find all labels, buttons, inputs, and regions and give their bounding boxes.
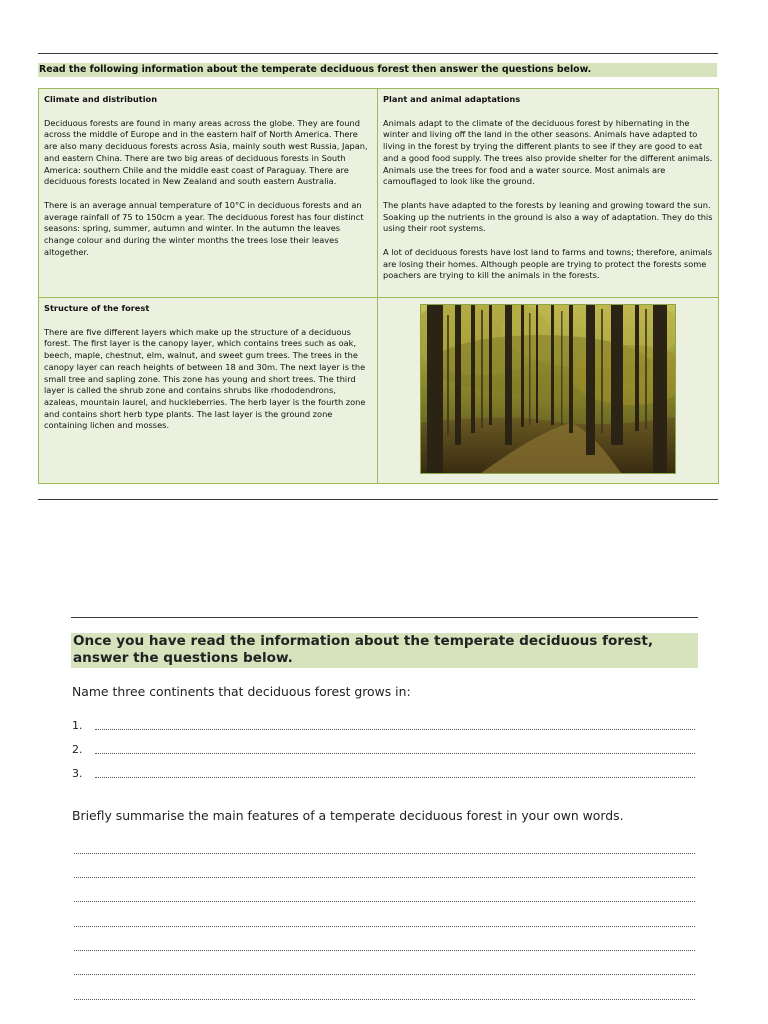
climate-heading: Climate and distribution <box>44 94 158 104</box>
climate-paragraph-2: There is an average annual temperature of 10°C in deciduous forests and an average rainfall of 75 to 150cm a year. The deciduous forest has four distinct seasons: spring, summer, autumn and winter. In the autumn the leaves change colour and during the winter months the trees lose their leaves altogether. <box>44 199 364 257</box>
summary-line-4[interactable] <box>74 926 695 927</box>
summary-line-5[interactable] <box>74 950 695 951</box>
section1-bottom-rule <box>38 499 718 500</box>
climate-paragraph-1: Deciduous forests are found in many areas across the globe. They are found across the middle of Europe and in the eastern half of North America. There are also many deciduous forests across Asia, mainly south west Russia, Japan, and eastern China. There are two big areas of deciduous forests in South America: southern Chile and the middle east coast of Paraguay. There are deciduous forests located in New Zealand and south eastern Australia. <box>44 117 368 187</box>
instructions-banner: Read the following information about the temperate deciduous forest then answer the questions below. <box>38 63 717 77</box>
photo-cell <box>378 298 719 484</box>
question-1: Name three continents that deciduous forest grows in: <box>72 684 411 699</box>
answer-label-3: 3. <box>72 767 83 780</box>
climate-cell <box>39 89 378 298</box>
answer-line-3[interactable] <box>95 777 695 778</box>
question-2: Briefly summarise the main features of a temperate deciduous forest in your own words. <box>72 808 624 823</box>
adaptations-heading: Plant and animal adaptations <box>383 94 521 104</box>
structure-heading: Structure of the forest <box>44 303 150 313</box>
answer-line-1[interactable] <box>95 729 695 730</box>
questions-banner: Once you have read the information about the temperate deciduous forest, answer the questions below. <box>71 633 698 668</box>
structure-cell <box>39 298 378 484</box>
forest-photo <box>420 304 676 474</box>
answer-label-2: 2. <box>72 743 83 756</box>
answer-line-2[interactable] <box>95 753 695 754</box>
section2-top-rule <box>71 617 698 618</box>
summary-line-1[interactable] <box>74 853 695 854</box>
summary-line-6[interactable] <box>74 974 695 975</box>
adaptations-paragraph-1: Animals adapt to the climate of the deciduous forest by hibernating in the winter and living off the land in the other seasons. Animals have adapted to living in the forest by trying the different plants to see if they are good to eat and a good food supply. The trees also provide shelter for the different animals. Animals use the trees for food and a water source. Most animals are camouflaged to look like the ground. <box>383 117 713 187</box>
summary-line-7[interactable] <box>74 999 695 1000</box>
summary-line-3[interactable] <box>74 901 695 902</box>
answer-label-1: 1. <box>72 719 83 732</box>
adaptations-cell <box>378 89 719 298</box>
adaptations-paragraph-2: The plants have adapted to the forests by leaning and growing toward the sun. Soaking up the nutrients in the ground is also a way of adaptation. They do this using their root systems. <box>383 199 713 234</box>
structure-paragraph: There are five different layers which make up the structure of a deciduous forest. The first layer is the canopy layer, which contains trees such as oak, beech, maple, chestnut, elm, walnut, and sweet gum trees. The trees in the canopy layer can reach heights of between 18 and 30m. The next layer is the small tree and sapling zone. This zone has young and short trees. The third layer is called the shrub zone and contains shrubs like rhododendrons, azaleas, mountain laurel, and huckleberries. The herb layer is the fourth zone and contains short herb type plants. The last layer is the ground zone containing lichen and mosses. <box>44 326 366 431</box>
summary-line-2[interactable] <box>74 877 695 878</box>
adaptations-paragraph-3: A lot of deciduous forests have lost land to farms and towns; therefore, animals are losing their homes. Although people are trying to protect the forests some poachers are trying to kill the animals in the forests. <box>383 247 713 281</box>
info-table <box>38 88 719 484</box>
top-rule <box>38 53 718 54</box>
forest-photo-icon <box>421 305 675 473</box>
